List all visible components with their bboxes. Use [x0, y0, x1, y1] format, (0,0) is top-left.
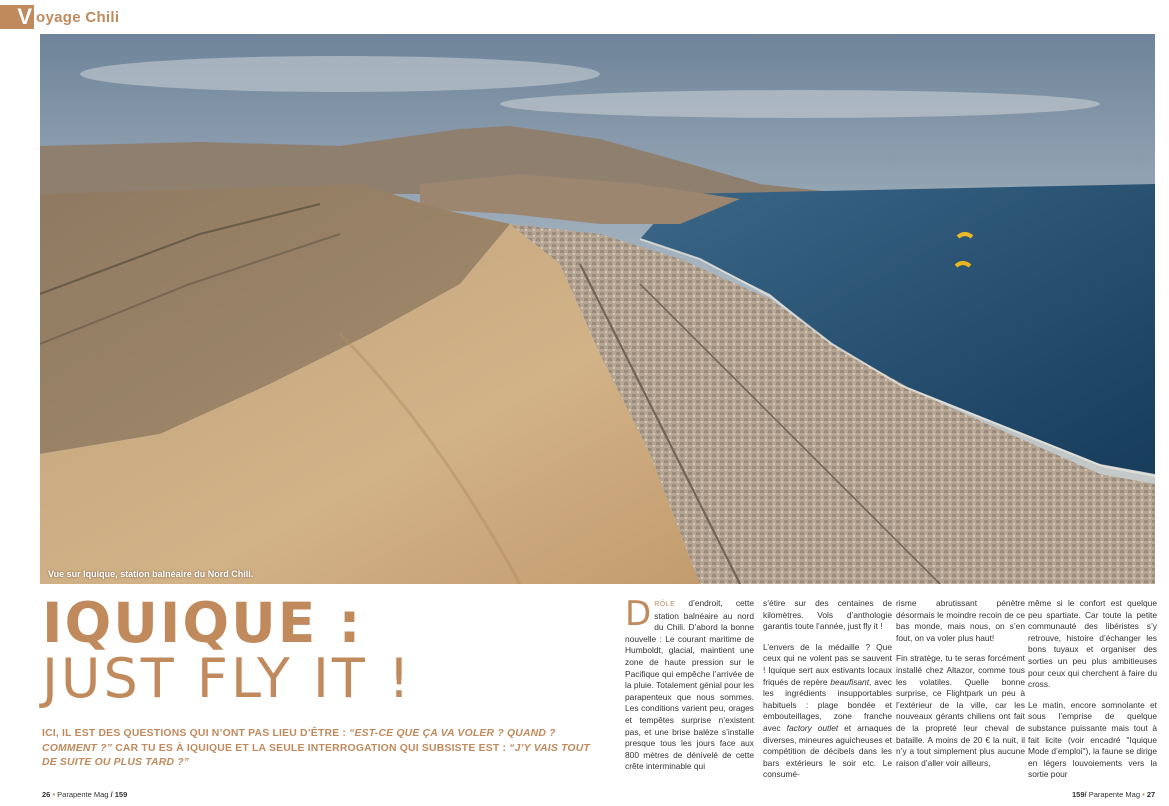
section-tag-initial: V	[17, 4, 32, 29]
body-paragraph: Fin stratège, tu te seras forcément installé chez Altazor, comme tous les volatiles. Quelle bonne surprise, ce Flightpark un peu à l’extérieur de la ville, car les nouveaux gérants chiliens ont fait de la propreté leur cheval de bataille. A moins de 20 € la nuit, il n’y a tout simplement plus aucune raison d’aller voir ailleurs,	[896, 653, 1025, 768]
body-paragraph: même si le confort est quelque peu spartiate. Car toute la petite communauté des libéristes s’y retrouve, histoire d’échanger les bons tuyaux et organiser des sorties un peu plus ambitieuses pour ceux qui cherchent à faire du cross.	[1028, 598, 1157, 690]
body-text: , avec les ingrédients insupportables habituels : plage bondée et embouteillages, zone franche avec	[763, 676, 892, 733]
issue-number: 159	[1072, 790, 1085, 799]
aerial-landscape-illustration	[40, 34, 1155, 584]
body-paragraph: s’étire sur des centaines de kilomètres. Vols d’anthologie garantis toute l’année, just fly it !	[763, 598, 892, 632]
body-column-2	[763, 598, 892, 790]
section-tag-box	[0, 5, 34, 29]
headline-line2: JUST FLY IT !	[42, 647, 413, 710]
body-text: et arnaques diverses, mineures aguicheuses et compétition de décibels dans les bars extérieurs le soir etc. Le consumé-	[763, 722, 892, 780]
body-italic: beaufisant	[830, 676, 870, 687]
body-paragraph	[763, 642, 892, 781]
section-tag-label: oyage Chili	[36, 8, 120, 26]
magazine-name: Parapente Mag	[1088, 790, 1140, 799]
intro-quote: “J’Y VAIS TOUT DE SUITE OU PLUS TARD ?”	[42, 742, 590, 768]
body-paragraph	[625, 594, 754, 773]
footer-left	[42, 790, 127, 799]
intro-text: CAR TU ES À IQUIQUE ET LA SEULE INTERROGATION QUI SUBSISTE EST :	[112, 742, 510, 754]
intro-text: ICI, IL EST DES QUESTIONS QUI N’ONT PAS LIEU D’ÊTRE :	[42, 728, 350, 739]
page-number: 26	[42, 790, 51, 799]
footer-slash: /	[1084, 790, 1087, 799]
issue-number: 159	[114, 790, 128, 799]
body-paragraph: risme abrutissant pénètre désormais le moindre recoin de ce bas monde, mais nous, on s’en fout, on va voler plus haut!	[896, 598, 1025, 643]
cloud	[80, 56, 600, 92]
body-italic: factory outlet	[786, 722, 839, 733]
body-column-1	[625, 594, 754, 782]
hero-photo	[40, 34, 1155, 584]
headline-line1: IQUIQUE :	[42, 591, 363, 655]
footer-bullet: •	[52, 790, 56, 799]
body-paragraph: Le matin, encore somnolante et sous l’emprise de quelque substance puissante mais tout à fait licite (voir encadré "Iquique Mode d’emploi"), la faune se dirige en légers louvoiements vers la sortie pour	[1028, 699, 1157, 780]
intro-quote: “EST-CE QUE ÇA VA VOLER ? QUAND ? COMMENT ?”	[42, 728, 556, 754]
intro-paragraph	[42, 727, 590, 771]
body-text: L’envers de la médaille ? Que ceux qui ne volent pas se sauvent ! Iquique sert aux estivants locaux friqués de repère	[763, 641, 892, 687]
magazine-name: Parapente Mag	[57, 790, 109, 799]
photo-caption: Vue sur Iquique, station balnéaire du Nord Chili.	[48, 569, 254, 579]
small-caps-lead: RÔLE	[654, 601, 676, 608]
body-column-3	[896, 598, 1025, 778]
cloud	[500, 90, 1100, 118]
body-column-4	[1028, 598, 1157, 790]
footer-bullet: •	[1142, 790, 1145, 799]
footer-right	[1072, 790, 1155, 799]
drop-cap: D	[625, 594, 652, 634]
body-text: d’endroit, cette station balnéaire au nord du Chili. D’abord la bonne nouvelle : Le courant maritime de Humboldt, glacial, maintient une zone de haute pression sur le Pacifique qui empêche l’arrivée de la pluie. Totalement génial pour les parapenteux que nous sommes. Les conditions varient peu, orages et tempêtes surprise n’existent pas, et une brise balèze s’installe presque tous les jours face aux 800 mètres de dénivelé de cette crête interminable qui	[625, 598, 754, 772]
footer-slash: /	[110, 790, 113, 799]
page-number: 27	[1146, 790, 1156, 799]
section-tag	[0, 4, 119, 30]
